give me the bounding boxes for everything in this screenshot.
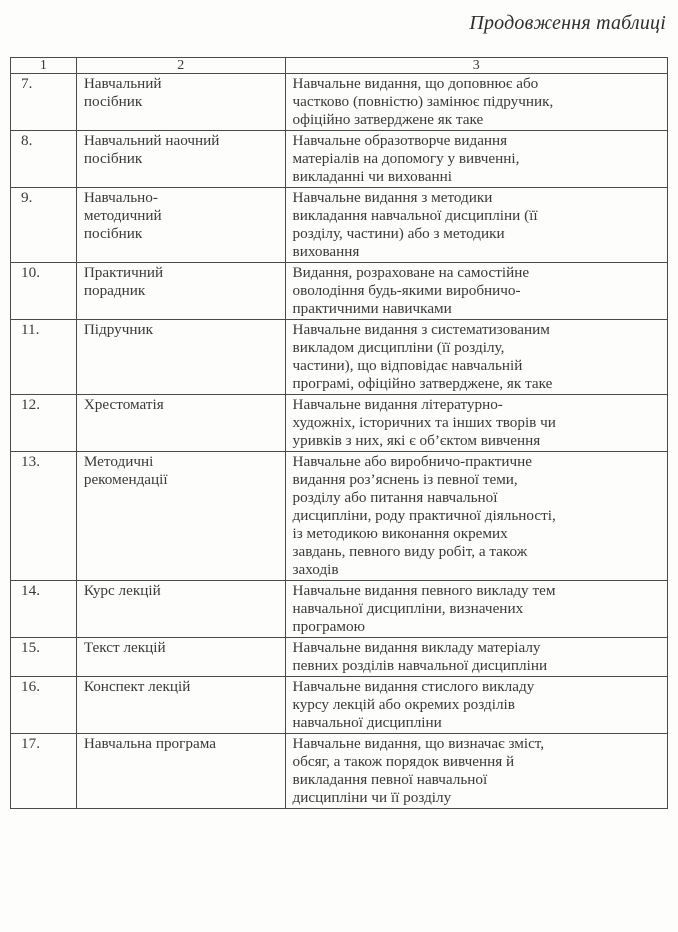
publication-definition: [285, 263, 667, 320]
definition-line: викладання певної навчальної: [292, 771, 488, 788]
definition-line: Навчальне видання з методики: [292, 189, 493, 206]
row-number: 9.: [11, 188, 77, 263]
publication-type: [76, 74, 285, 131]
row-number: 10.: [11, 263, 77, 320]
definition-line: Навчальне видання викладу матеріалу: [292, 639, 541, 656]
table-row: [11, 734, 668, 809]
row-number: 12.: [11, 395, 77, 452]
publication-definition: [285, 395, 667, 452]
definition-line: Навчальне видання, що визначає зміст,: [292, 735, 545, 752]
table-row: [11, 263, 668, 320]
row-number: 16.: [11, 677, 77, 734]
table-continuation-caption: Продовження таблиці: [469, 12, 666, 34]
publication-type-line: посібник: [83, 225, 143, 242]
column-number-1: 1: [11, 58, 77, 74]
publication-type-line: Конспект лекцій: [83, 678, 191, 695]
table-row: [11, 320, 668, 395]
definition-line: заходів: [292, 561, 339, 578]
publication-type: [76, 395, 285, 452]
row-number: 15.: [11, 638, 77, 677]
row-number: 11.: [11, 320, 77, 395]
definition-line: практичними навичками: [292, 300, 452, 317]
publication-definition: [285, 74, 667, 131]
publication-type-line: рекомендації: [83, 471, 168, 488]
table-row: [11, 638, 668, 677]
publication-definition: [285, 320, 667, 395]
definition-line: Видання, розраховане на самостійне: [292, 264, 530, 281]
definition-line: уривків з них, які є об’єктом вивчення: [292, 432, 541, 449]
definition-line: Навчальне або виробничо-практичне: [292, 453, 533, 470]
definition-line: оволодіння будь-якими виробничо-: [292, 282, 521, 299]
table-row: [11, 395, 668, 452]
row-number: 8.: [11, 131, 77, 188]
publication-type: [76, 263, 285, 320]
publication-type-line: Навчальний наочний: [83, 132, 220, 149]
column-number-3: 3: [285, 58, 667, 74]
definition-line: Навчальне видання певного викладу тем: [292, 582, 556, 599]
publication-type: [76, 734, 285, 809]
publication-definition: [285, 581, 667, 638]
publication-type: [76, 677, 285, 734]
definition-line: дисципліни чи її розділу: [292, 789, 452, 806]
publication-type-line: Практичний: [83, 264, 164, 281]
row-number: 14.: [11, 581, 77, 638]
definition-line: Навчальне видання з систематизованим: [292, 321, 550, 338]
publication-type: [76, 581, 285, 638]
publication-type-line: Методичні: [83, 453, 154, 470]
definition-line: курсу лекцій або окремих розділів: [292, 696, 515, 713]
definition-line: навчальної дисципліни, визначених: [292, 600, 524, 617]
publication-type-line: Навчальний: [83, 75, 162, 92]
definition-line: Навчальне видання, що доповнює або: [292, 75, 539, 92]
definition-line: Навчальне образотворче видання: [292, 132, 508, 149]
definition-line: викладом дисципліни (її розділу,: [292, 339, 505, 356]
table-row: [11, 74, 668, 131]
definition-line: розділу, частини) або з методики: [292, 225, 505, 242]
definition-line: викладанні чи вихованні: [292, 168, 452, 185]
definition-line: виховання: [292, 243, 360, 260]
row-number: 13.: [11, 452, 77, 581]
publication-type-line: Текст лекцій: [83, 639, 166, 656]
definition-line: дисципліни, роду практичної діяльності,: [292, 507, 556, 524]
table-row: [11, 131, 668, 188]
publication-type: [76, 452, 285, 581]
publication-definition: [285, 188, 667, 263]
definition-line: матеріалів на допомогу у вивченні,: [292, 150, 520, 167]
publication-type-line: Хрестоматія: [83, 396, 164, 413]
definition-line: офіційно затверджене як таке: [292, 111, 484, 128]
publication-type-line: методичний: [83, 207, 162, 224]
definition-line: частини), що відповідає навчальній: [292, 357, 523, 374]
publication-definition: [285, 734, 667, 809]
definition-line: завдань, певного виду робіт, а також: [292, 543, 528, 560]
definition-line: певних розділів навчальної дисципліни: [292, 657, 548, 674]
row-number: 7.: [11, 74, 77, 131]
table-row: [11, 581, 668, 638]
definition-line: Навчальне видання літературно-: [292, 396, 503, 413]
column-number-row: [11, 58, 668, 74]
publication-type: [76, 320, 285, 395]
definition-line: обсяг, а також порядок вивчення й: [292, 753, 515, 770]
definition-line: програмою: [292, 618, 365, 635]
publication-type-line: Навчальна програма: [83, 735, 216, 752]
publication-type-line: посібник: [83, 93, 143, 110]
publication-type: [76, 188, 285, 263]
publication-definition: [285, 452, 667, 581]
publication-type: [76, 131, 285, 188]
definition-line: розділу або питання навчальної: [292, 489, 498, 506]
definition-line: частково (повністю) замінює підручник,: [292, 93, 554, 110]
publication-definition: [285, 677, 667, 734]
column-number-2: 2: [76, 58, 285, 74]
publication-definition: [285, 131, 667, 188]
definition-line: видання роз’яснень із певної теми,: [292, 471, 518, 488]
publication-type-line: Курс лекцій: [83, 582, 161, 599]
definition-line: навчальної дисципліни: [292, 714, 442, 731]
table-row: [11, 677, 668, 734]
publication-type-line: порадник: [83, 282, 146, 299]
definition-line: викладання навчальної дисципліни (її: [292, 207, 538, 224]
table-row: [11, 452, 668, 581]
publication-definition: [285, 638, 667, 677]
publication-types-table: [10, 57, 668, 809]
definition-line: із методикою виконання окремих: [292, 525, 508, 542]
definition-line: програмі, офіційно затверджене, як таке: [292, 375, 553, 392]
row-number: 17.: [11, 734, 77, 809]
publication-type-line: Підручник: [83, 321, 154, 338]
publication-type-line: посібник: [83, 150, 143, 167]
publication-type-line: Навчально-: [83, 189, 158, 206]
definition-line: художніх, історичних та інших творів чи: [292, 414, 556, 431]
definition-line: Навчальне видання стислого викладу: [292, 678, 535, 695]
table-row: [11, 188, 668, 263]
publication-type: [76, 638, 285, 677]
